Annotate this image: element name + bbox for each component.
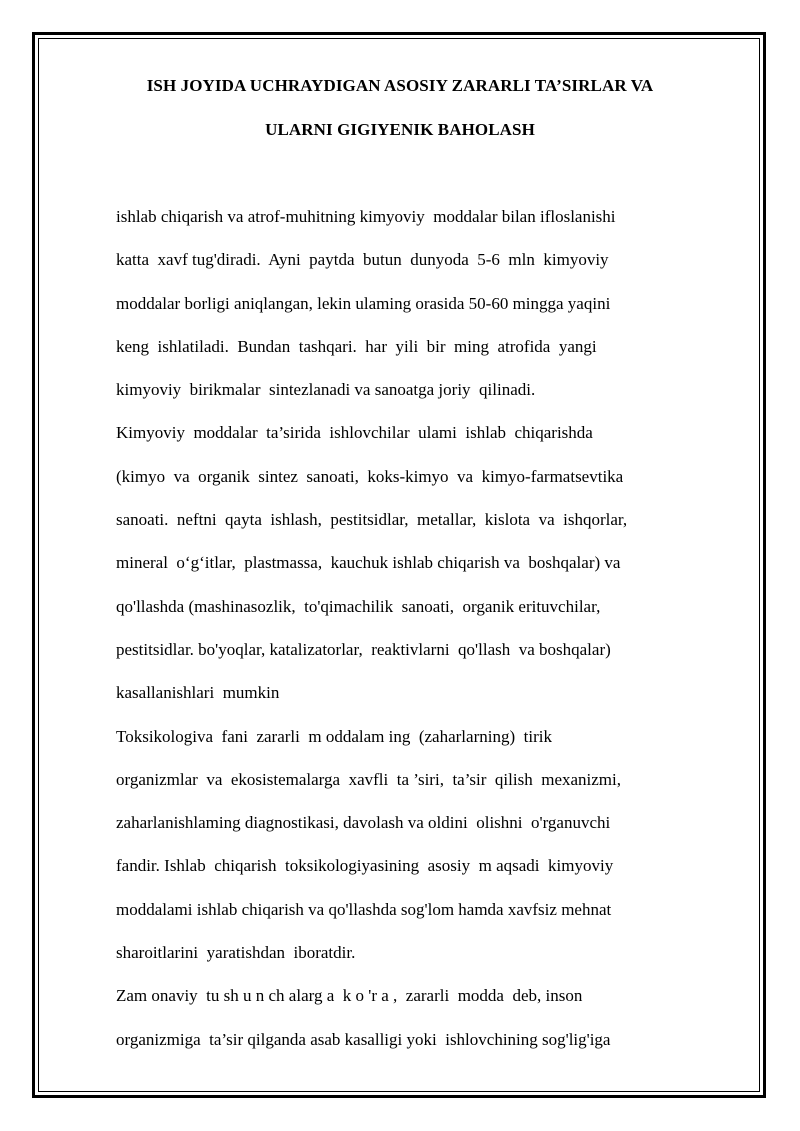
body-line: mineral o‘g‘itlar, plastmassa, kauchuk ishlab chiqarish va boshqalar) va	[116, 553, 621, 573]
body-line: ishlab chiqarish va atrof-muhitning kimyoviy moddalar bilan ifloslanishi	[116, 207, 616, 226]
body-line: sanoati. neftni qayta ishlash, pestitsidlar, metallar, kislota va ishqorlar,	[116, 510, 628, 530]
body-line: qo'llashda (mashinasozlik, to'qimachilik sanoati, organik erituvchilar,	[116, 596, 601, 616]
body-line: Kimyoviy moddalar ta’sirida ishlovchilar ulami ishlab chiqarishda	[116, 423, 593, 443]
body-line: sharoitlarini yaratishdan iboratdir.	[116, 943, 356, 963]
document-body	[116, 204, 696, 1070]
body-line: (kimyo va organik sintez sanoati, koks-kimyo va kimyo-farmatsevtika	[116, 466, 624, 486]
body-line: kasallanishlari mumkin	[116, 683, 280, 703]
body-line: pestitsidlar. bo'yoqlar, katalizatorlar, reaktivlarni qo'llash va boshqalar)	[116, 639, 611, 659]
body-line: organizmiga ta’sir qilganda asab kasalligi yoki ishlovchining sog'lig'iga	[116, 1029, 611, 1049]
body-line: zaharlanishlaming diagnostikasi, davolash va oldini olishni o'rganuvchi	[116, 813, 611, 833]
body-line: moddalami ishlab chiqarish va qo'llashda sog'lom hamda xavfsiz mehnat	[116, 899, 612, 919]
body-line: Zam onaviy tu sh u n ch alarg a k o 'r a , zararli modda deb, inson	[116, 986, 583, 1006]
body-line: katta xavf tug'diradi. Ayni paytda butun dunyoda 5-6 mln kimyoviy	[116, 250, 609, 270]
body-line: Toksikologiva fani zararli m oddalam ing (zaharlarning) tirik	[116, 726, 552, 746]
body-line: organizmlar va ekosistemalarga xavfli ta ’siri, ta’sir qilish mexanizmi,	[116, 769, 621, 789]
document-title-line-2: ULARNI GIGIYENIK BAHOLASH	[265, 120, 535, 139]
body-line: keng ishlatiladi. Bundan tashqari. har yili bir ming atrofida yangi	[116, 336, 597, 356]
body-line: moddalar borligi aniqlangan, lekin ulaming orasida 50-60 mingga yaqini	[116, 293, 611, 313]
body-line: kimyoviy birikmalar sintezlanadi va sanoatga joriy qilinadi.	[116, 380, 536, 400]
document-title-line-1: ISH JOYIDA UCHRAYDIGAN ASOSIY ZARARLI TA’SIRLAR VA	[146, 76, 654, 95]
body-line: fandir. Ishlab chiqarish toksikologiyasining asosiy m aqsadi kimyoviy	[116, 856, 614, 876]
